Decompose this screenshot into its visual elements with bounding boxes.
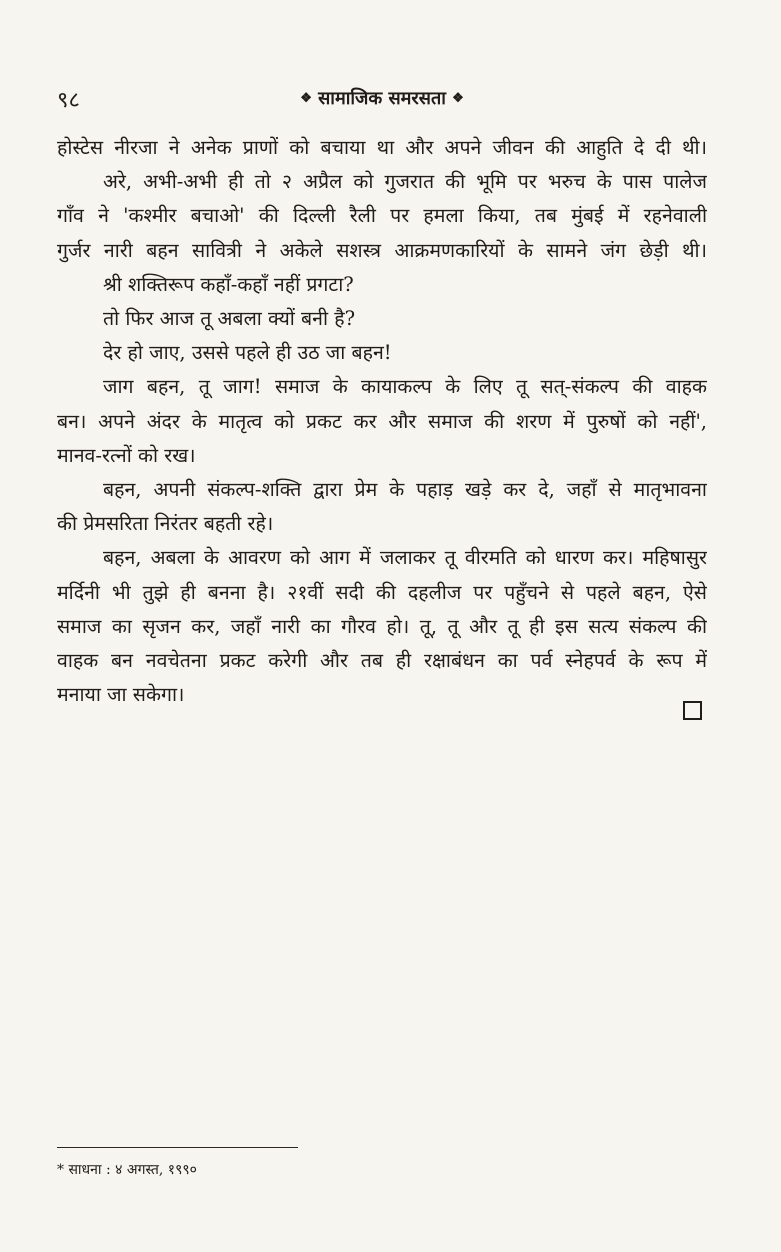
text-line: बन। अपने अंदर के मातृत्व को प्रकट कर और समाज की शरण में पुरुषों को नहीं', [57, 409, 707, 433]
page-header [57, 84, 707, 114]
text-line: मानव-रत्नों को रख। [57, 443, 196, 467]
text-line: गाँव ने 'कश्मीर बचाओ' की दिल्ली रैली पर हमला किया, तब मुंबई में रहनेवाली [57, 204, 707, 228]
text-line: मर्दिनी भी तुझे ही बनना है। २१वीं सदी की दहलीज पर पहुँचने से पहले बहन, ऐसे [57, 580, 707, 604]
text-line: श्री शक्तिरूप कहाँ-कहाँ नहीं प्रगटा? [103, 272, 354, 296]
chapter-title: सामाजिक समरसता [318, 88, 446, 109]
text-line: वाहक बन नवचेतना प्रकट करेगी और तब ही रक्षाबंधन का पर्व स्नेहपर्व के रूप में [57, 649, 707, 673]
text-line: अरे, अभी-अभी ही तो २ अप्रैल को गुजरात की भूमि पर भरुच के पास पालेज [103, 170, 707, 194]
text-line: होस्टेस नीरजा ने अनेक प्राणों को बचाया था और अपने जीवन की आहुति दे दी थी। [57, 136, 707, 159]
footnote-divider [57, 1147, 298, 1148]
text-line: तो फिर आज तू अबला क्यों बनी है? [103, 307, 356, 331]
ornament-left-icon: ❖ [300, 91, 312, 106]
footnote: * साधना : ४ अगस्त, १९९० [57, 1162, 197, 1178]
body-text [57, 131, 707, 712]
end-of-section-square-icon [683, 701, 702, 720]
text-line: की प्रेमसरिता निरंतर बहती रहे। [57, 512, 274, 536]
text-line: गुर्जर नारी बहन सावित्री ने अकेले सशस्त्र आक्रमणकारियों के सामने जंग छेड़ी थी। [57, 238, 707, 262]
running-head [57, 86, 707, 110]
ornament-right-icon: ❖ [452, 91, 464, 106]
text-line: बहन, अबला के आवरण को आग में जलाकर तू वीरमति को धारण कर। महिषासुर [103, 546, 707, 570]
text-line: मनाया जा सकेगा। [57, 683, 185, 707]
text-line: जाग बहन, तू जाग! समाज के कायाकल्प के लिए तू सत्-संकल्प की वाहक [103, 375, 707, 399]
page-number: ९८ [57, 88, 80, 113]
text-line: देर हो जाए, उससे पहले ही उठ जा बहन! [103, 341, 392, 365]
text-line: बहन, अपनी संकल्प-शक्ति द्वारा प्रेम के पहाड़ खड़े कर दे, जहाँ से मातृभावना [103, 478, 707, 502]
text-line: समाज का सृजन कर, जहाँ नारी का गौरव हो। तू, तू और तू ही इस सत्य संकल्प की [57, 614, 707, 638]
